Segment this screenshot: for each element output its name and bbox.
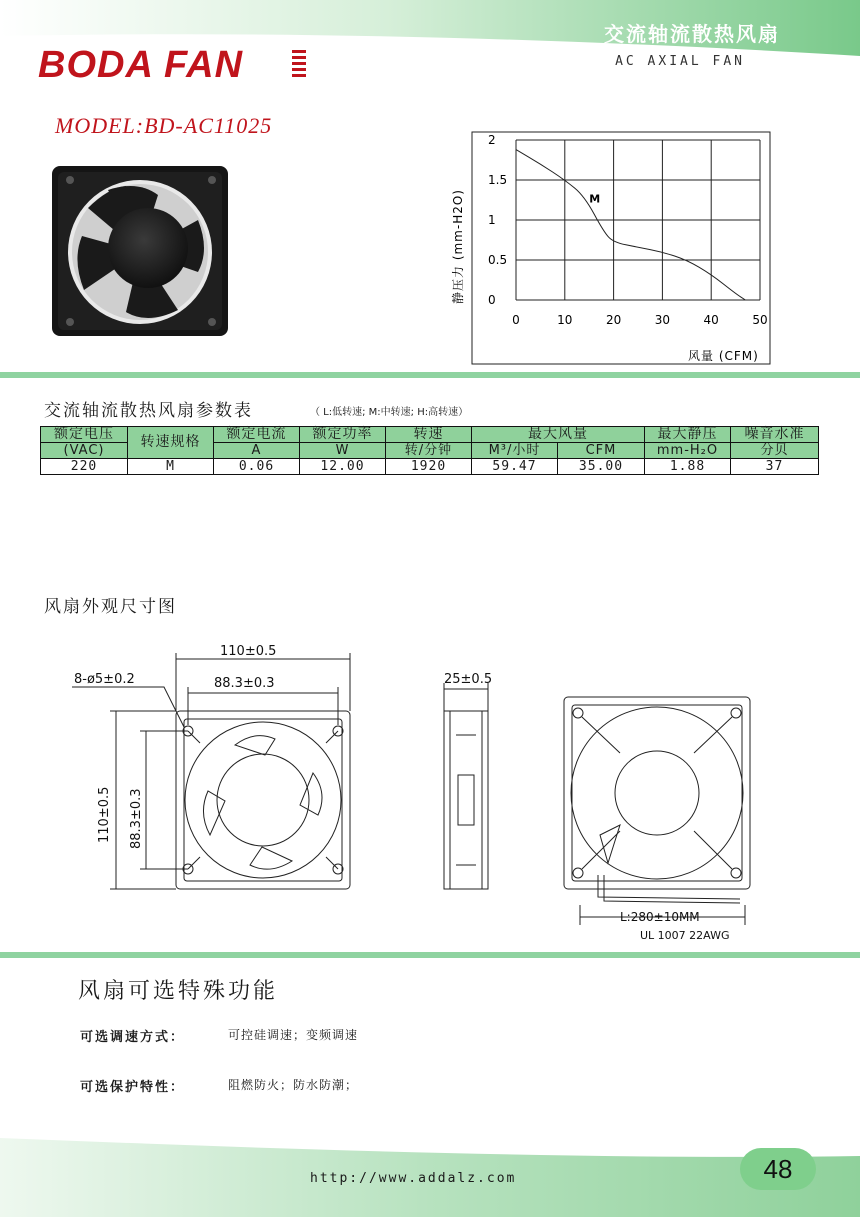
dimension-drawing [60,635,780,955]
col-header: 最大风量 [472,427,645,443]
unit-header: mm-H₂O [645,443,731,459]
cell-pressure: 1.88 [645,459,731,475]
x-tick-label: 40 [703,313,719,327]
y-tick-label: 1 [488,213,496,227]
y-tick-label: 1.5 [488,173,508,187]
y-tick-label: 0.5 [488,253,508,267]
col-header: 转速规格 [128,427,214,459]
chart-annotation-m: M [589,192,601,206]
model-number: MODEL:BD-AC11025 [55,113,273,138]
chart-ylabel: 静压力 (mm-H2O) [451,189,465,304]
spec-legend-note: （ L:低转速; M:中转速; H:高转速） [310,407,469,418]
col-header: 噪音水准 [731,427,819,443]
brand-logo: BODA FAN [38,44,244,86]
unit-header: CFM [558,443,645,459]
unit-header: W [300,443,386,459]
unit-header: M³/小时 [472,443,558,459]
unit-header: 转/分钟 [386,443,472,459]
section-divider [0,952,860,958]
header-title: 交流轴流散热风扇 [604,22,780,46]
cell-rpm: 1920 [386,459,472,475]
spec-table [40,426,819,475]
col-header: 额定电流 [214,427,300,443]
page-number: 48 [740,1148,816,1190]
x-tick-label: 10 [557,313,573,327]
y-tick-label: 0 [488,293,496,307]
unit-header: A [214,443,300,459]
speed-control-label: 可选调速方式： [80,1030,186,1045]
y-tick-label: 2 [488,133,496,147]
protection-label: 可选保护特性： [80,1080,186,1095]
dim-width-total: 110±0.5 [220,644,277,659]
cell-current: 0.06 [214,459,300,475]
dimension-section-title: 风扇外观尺寸图 [44,597,177,617]
col-header: 额定电压 [41,427,128,443]
cell-airflow-m3h: 59.47 [472,459,558,475]
dim-holes: 8-ø5±0.2 [74,672,135,687]
dim-hole-spacing: 88.3±0.3 [214,676,275,691]
website-link[interactable]: http://www.addalz.com [310,1171,517,1186]
dim-wire-spec: UL 1007 22AWG [640,929,730,942]
section-divider [0,372,860,378]
logo-stripes-icon [292,50,308,82]
col-header: 最大静压 [645,427,731,443]
cell-speed-grade: M [128,459,214,475]
cell-noise: 37 [731,459,819,475]
x-tick-label: 0 [512,313,520,327]
cell-voltage: 220 [41,459,128,475]
table-row [41,459,819,475]
features-section-title: 风扇可选特殊功能 [78,979,279,1004]
col-header: 转速 [386,427,472,443]
unit-header: 分贝 [731,443,819,459]
dim-height-holes: 88.3±0.3 [129,788,144,849]
cell-airflow-cfm: 35.00 [558,459,645,475]
x-tick-label: 20 [605,313,622,327]
dim-depth: 25±0.5 [444,672,493,687]
protection-value: 阻燃防火；防水防潮； [228,1078,359,1092]
fan-photo [48,160,232,340]
speed-control-value: 可控硅调速；变频调速 [228,1028,359,1042]
pq-curve-chart [444,128,774,370]
x-tick-label: 50 [752,313,768,327]
header-subtitle: AC AXIAL FAN [615,54,745,69]
x-tick-label: 30 [654,313,671,327]
chart-xlabel: 风量 (CFM) [688,349,759,363]
cell-power: 12.00 [300,459,386,475]
dim-height-total: 110±0.5 [97,786,112,843]
chart-frame [472,132,770,364]
dim-lead-length: L:280±10MM [620,910,700,924]
col-header: 额定功率 [300,427,386,443]
spec-section-title: 交流轴流散热风扇参数表 [44,401,253,421]
unit-header: (VAC) [41,443,128,459]
